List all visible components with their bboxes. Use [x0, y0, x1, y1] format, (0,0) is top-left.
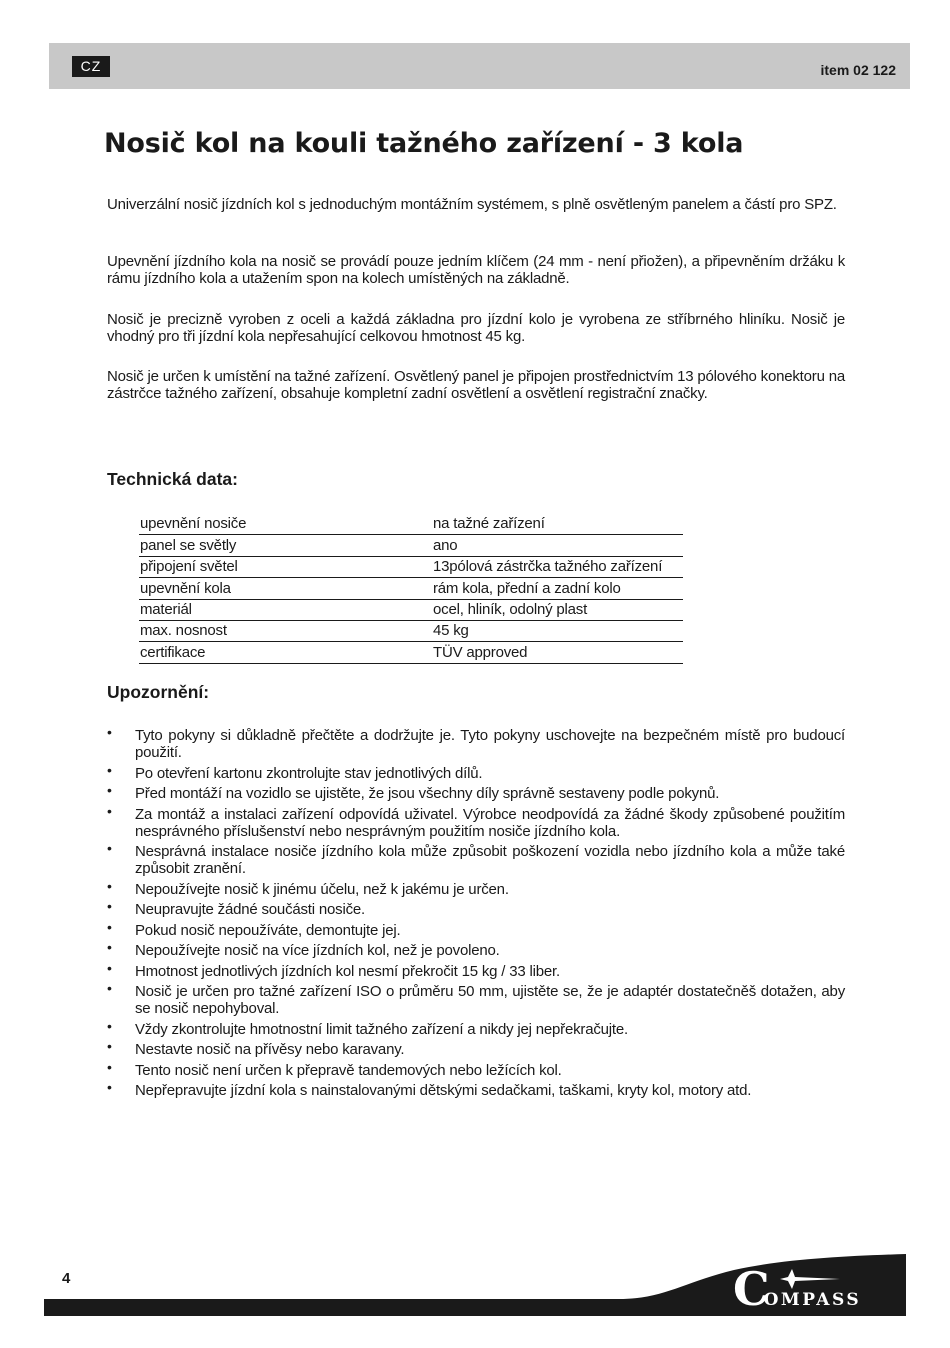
table-row [139, 599, 683, 620]
language-badge: CZ [72, 56, 110, 77]
spec-key: připojení světel [139, 556, 432, 577]
spec-key: certifikace [139, 642, 432, 663]
table-row [139, 535, 683, 556]
table-row [139, 556, 683, 577]
warning-text: Za montáž a instalaci zařízení odpovídá uživatel. Výrobce neodpovídá za žádné škody způsobené použitím nesprávného příslušenství nebo nesprávným použitím nosiče jízdního kola. [135, 805, 845, 840]
table-row [139, 514, 683, 535]
tech-data-table [139, 514, 683, 664]
spec-key: max. nosnost [139, 620, 432, 641]
spec-key: upevnění nosiče [139, 514, 432, 535]
bullet-icon: • [107, 761, 112, 778]
list-item [107, 724, 845, 761]
warning-text: Pokud nosič nepoužíváte, demontujte jej. [135, 921, 401, 939]
warning-text: Nosič je určen pro tažné zařízení ISO o průměru 50 mm, ujistěte se, že je adaptér dostatečněš dotažen, aby se nosič nepohyboval. [135, 983, 845, 1017]
bullet-icon: • [107, 840, 112, 856]
tech-data-heading: Technická data: [107, 469, 238, 489]
spec-value: TÜV approved [432, 642, 683, 663]
bullet-icon: • [107, 1058, 112, 1075]
page-number: 4 [62, 1270, 71, 1287]
bullet-icon: • [107, 724, 112, 740]
bullet-icon: • [107, 1038, 112, 1054]
spec-value: ocel, hliník, odolný plast [432, 599, 683, 620]
list-item [107, 918, 845, 939]
bullet-icon: • [107, 782, 112, 798]
list-item [107, 802, 845, 840]
bullet-icon: • [107, 1017, 112, 1034]
spec-value: rám kola, přední a zadní kolo [432, 578, 683, 599]
bullet-icon: • [107, 918, 112, 935]
warning-text: Nepřepravujte jízdní kola s nainstalovanými dětskými sedačkami, taškami, kryty kol, motory atd. [135, 1082, 752, 1099]
bullet-icon: • [107, 898, 112, 914]
spec-key: materiál [139, 599, 432, 620]
item-code: item 02 122 [820, 62, 896, 78]
warning-text: Vždy zkontrolujte hmotnostní limit tažného zařízení a nikdy jej nepřekračujte. [135, 1020, 628, 1038]
spec-value: na tažné zařízení [432, 514, 683, 535]
bullet-icon: • [107, 939, 112, 955]
intro-paragraph: Univerzální nosič jízdních kol s jednoduchým montážním systémem, s plně osvětleným panelem a částí pro SPZ. [107, 196, 837, 213]
list-item [107, 980, 845, 1017]
logo-text: OMPASS [763, 1290, 862, 1310]
warning-text: Hmotnost jednotlivých jízdních kol nesmí překročit 15 kg / 33 liber. [135, 962, 560, 980]
warning-text: Po otevření kartonu zkontrolujte stav jednotlivých dílů. [135, 764, 483, 782]
table-row [139, 620, 683, 641]
table-row [139, 578, 683, 599]
list-item [107, 840, 845, 877]
spec-value: ano [432, 535, 683, 556]
warnings-heading: Upozornění: [107, 682, 210, 702]
bullet-icon: • [107, 802, 112, 819]
list-item [107, 761, 845, 782]
lighting-paragraph: Nosič je určen k umístění na tažné zařízení. Osvětlený panel je připojen prostřednictvím 13 pólového konektoru na zástrčce tažného zařízení, obsahuje kompletní zadní osvětlení a osvětlení registrační značky. [107, 368, 845, 402]
material-paragraph: Nosič je precizně vyroben z oceli a každá základna pro jízdní kolo je vyrobena ze stříbrného hliníku. Nosič je vhodný pro tři jízdní kola nepřesahující celkovou hmotnost 45 kg. [107, 311, 845, 345]
list-item [107, 782, 845, 802]
list-item [107, 959, 845, 980]
warning-text: Tyto pokyny si důkladně přečtěte a dodržujte je. Tyto pokyny uschovejte na bezpečném místě pro budoucí použití. [135, 727, 845, 761]
list-item [107, 877, 845, 898]
list-item [107, 1058, 845, 1079]
bullet-icon: • [107, 980, 112, 996]
bullet-icon: • [107, 877, 112, 894]
spec-value: 45 kg [432, 620, 683, 641]
spec-key: upevnění kola [139, 578, 432, 599]
warning-text: Před montáží na vozidlo se ujistěte, že jsou všechny díly správně sestaveny podle pokynů. [135, 785, 720, 802]
warning-text: Nepoužívejte nosič na více jízdních kol, než je povoleno. [135, 942, 500, 959]
list-item [107, 1079, 845, 1099]
header-bar [49, 43, 910, 89]
warnings-list [107, 724, 845, 1103]
logo-initial: C [733, 1262, 770, 1316]
warning-text: Tento nosič není určen k přepravě tandemových nebo ležících kol. [135, 1061, 562, 1079]
list-item [107, 939, 845, 959]
table-row [139, 642, 683, 663]
warning-text: Nesprávná instalace nosiče jízdního kola může způsobit poškození vozidla nebo jízdního kola a může také způsobit zranění. [135, 843, 845, 877]
list-item [107, 1017, 845, 1038]
list-item [107, 1038, 845, 1058]
mounting-paragraph: Upevnění jízdního kola na nosič se provádí pouze jedním klíčem (24 mm - není přiožen), a připevněním držáku k rámu jízdního kola a utažením spon na kolech umístěných na základně. [107, 253, 845, 287]
warning-text: Nepoužívejte nosič k jinému účelu, než k jakému je určen. [135, 880, 509, 898]
warning-text: Nestavte nosič na přívěsy nebo karavany. [135, 1041, 405, 1058]
spec-value: 13pólová zástrčka tažného zařízení [432, 556, 683, 577]
bullet-icon: • [107, 959, 112, 976]
spec-key: panel se světly [139, 535, 432, 556]
star-icon [762, 1268, 842, 1290]
warning-text: Neupravujte žádné součásti nosiče. [135, 901, 366, 918]
list-item [107, 898, 845, 918]
bullet-icon: • [107, 1079, 112, 1095]
page-title: Nosič kol na kouli tažného zařízení - 3 kola [104, 128, 744, 159]
